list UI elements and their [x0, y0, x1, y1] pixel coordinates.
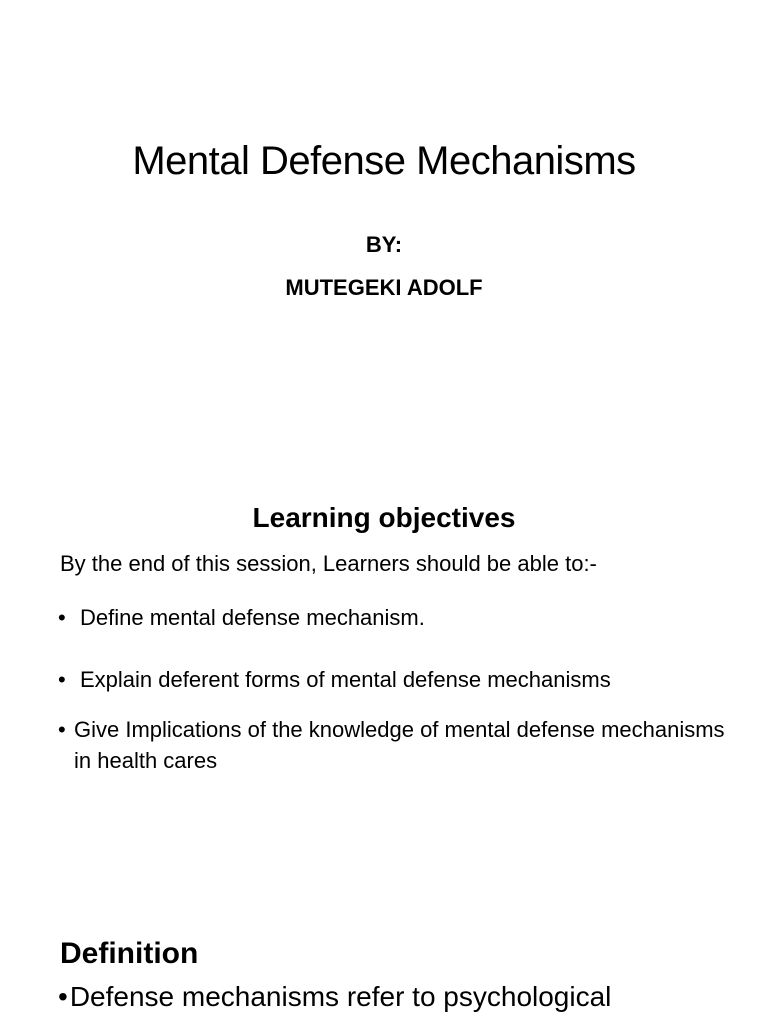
- list-item-text: Define mental defense mechanism.: [80, 605, 425, 630]
- by-label: BY:: [365, 232, 403, 257]
- presentation-title: Mental Defense Mechanisms: [132, 138, 636, 183]
- title-slide: [0, 0, 768, 384]
- author-name: MUTEGEKI ADOLF: [285, 275, 483, 300]
- list-item: [58, 714, 738, 776]
- bullet-icon: •: [58, 667, 66, 692]
- definition-text: Defense mechanisms refer to psychological: [69, 981, 612, 1012]
- bullet-icon: •: [58, 981, 68, 1012]
- list-item: [58, 602, 738, 633]
- list-item: [58, 664, 738, 695]
- definition-slide: [0, 864, 768, 1024]
- definition-bullet: [58, 981, 611, 1013]
- learning-objectives-slide: [0, 432, 768, 816]
- bullet-icon: •: [58, 717, 66, 742]
- bullet-icon: •: [58, 605, 66, 630]
- slide-title: Learning objectives: [252, 502, 516, 534]
- list-item-text: Explain deferent forms of mental defense mechanisms: [80, 667, 611, 692]
- intro-text: By the end of this session, Learners should be able to:-: [60, 551, 597, 576]
- list-item-text: Give Implications of the knowledge of mental defense mechanisms in health cares: [74, 717, 725, 773]
- slide-title: Definition: [60, 936, 199, 970]
